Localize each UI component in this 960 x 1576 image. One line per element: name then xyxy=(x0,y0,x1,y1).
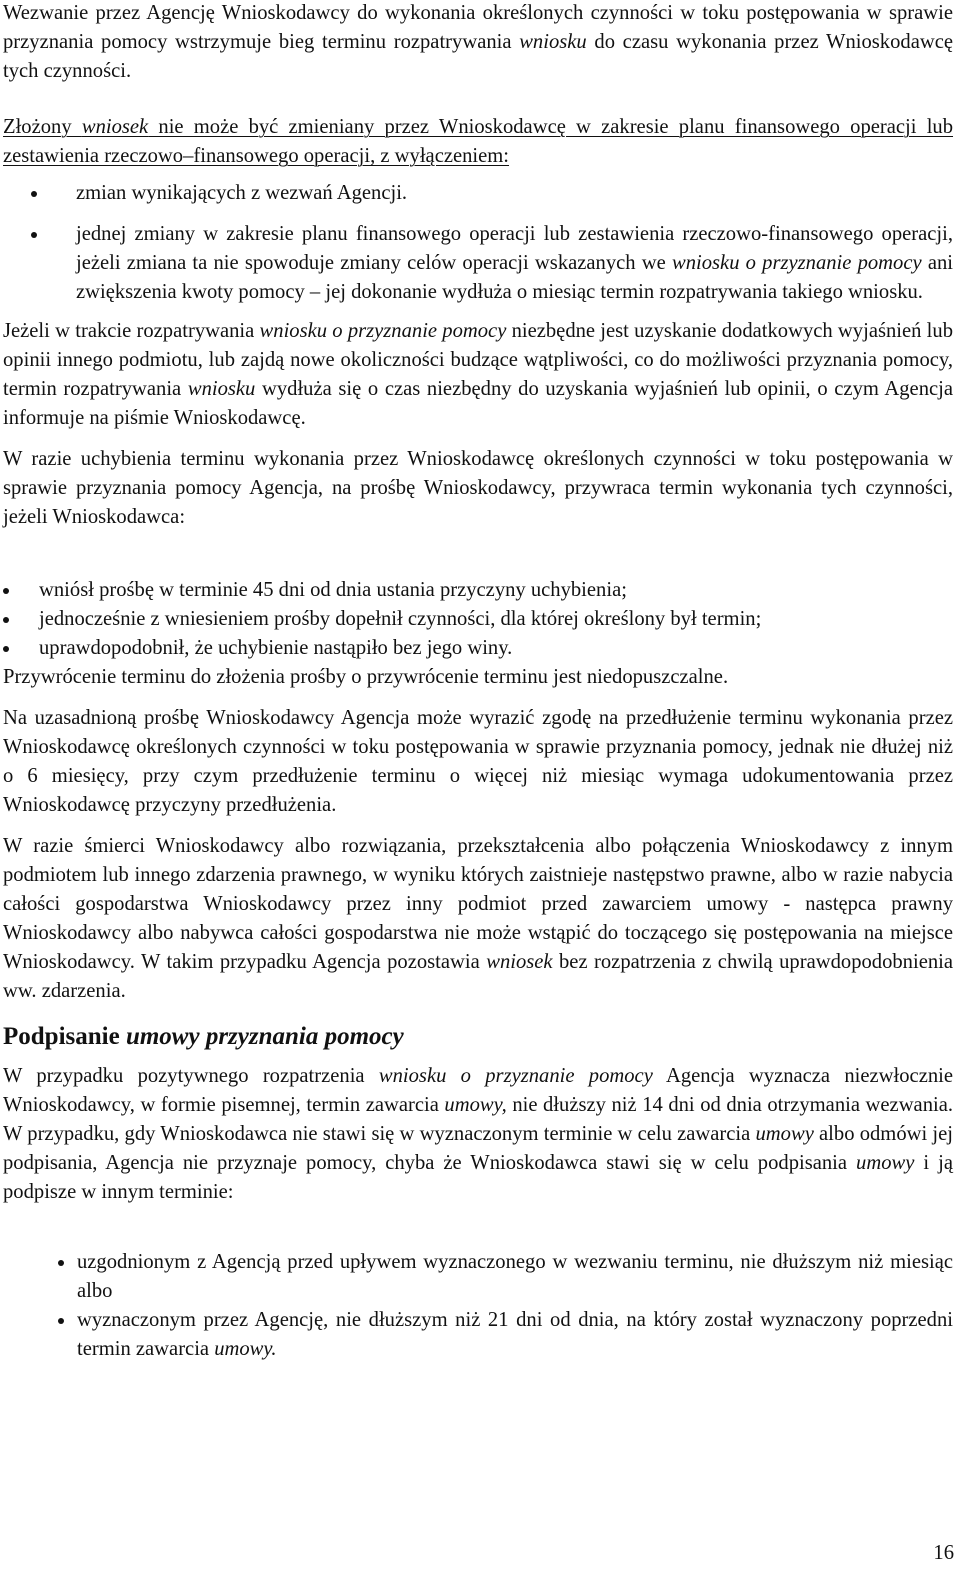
paragraph-summons xyxy=(3,0,953,86)
paragraph-deadline-extension: Na uzasadnioną prośbę Wnioskodawcy Agencja może wyrazić zgodę na przedłużenie terminu wykonania przez Wnioskodawcę określonych czynności w toku postępowania w sprawie przyznania pomocy, jednak nie dłużej niż o 6 miesięcy, przy czym przedłużenie terminu o więcej niż miesiąc wymaga udokumentowania przez Wnioskodawcę przyczyny przedłużenia. xyxy=(3,707,953,816)
paragraph-extension-opinions xyxy=(3,317,953,433)
list-item-text: uprawdopodobnił, że uchybienie nastąpiło bez jego winy. xyxy=(39,637,513,659)
paragraph-succession xyxy=(3,832,953,1006)
list-item-text: ani zwiększenia kwoty pomocy – jej dokonanie wydłuża o miesiąc termin rozpatrywania takiego wniosku. xyxy=(76,252,953,303)
paragraph-summons-end: do czasu wykonania przez Wnioskodawcę tych czynności. xyxy=(3,31,953,82)
paragraph-summons-text: Wezwanie przez Agencję Wnioskodawcy do wykonania określonych czynności w toku postępowania w sprawie przyznania pomocy wstrzymuje bieg terminu rozpatrywania xyxy=(3,2,953,53)
bullet-icon xyxy=(3,588,9,594)
list-item-text: zmian wynikających z wezwań Agencji. xyxy=(76,182,408,204)
exceptions-list xyxy=(3,179,953,307)
paragraph-contract-signing xyxy=(3,1062,953,1207)
list-item xyxy=(3,220,953,307)
paragraph-text: niezbędne jest uzyskanie dodatkowych wyjaśnień lub opinii innego podmiotu, lub zajdą nowe okoliczności budzące wątpliwości, co do możliwości przyznania pomocy, termin rozpatrywania xyxy=(3,320,953,400)
list-item xyxy=(3,179,953,208)
list-item-text: uzgodnionym z Agencją przed upływem wyznaczonego w wezwaniu terminu, nie dłuższym niż miesiąc albo xyxy=(77,1251,953,1302)
emphasis-text: wniosku o przyznanie pomocy xyxy=(378,1065,653,1087)
paragraph-text: nie może być zmieniany przez Wnioskodawcę w zakresie planu finansowego operacji lub zestawienia rzeczowo–finansowego operacji, z wyłączeniem: xyxy=(3,116,954,167)
list-item-text: wyznaczonym przez Agencję, nie dłuższym niż 21 dni od dnia, na który został wyznaczony poprzedni termin zawarcia xyxy=(77,1309,953,1360)
list-item-text: jednocześnie z wniesieniem prośby dopełnił czynności, dla której określony był termin; xyxy=(39,608,762,630)
bullet-icon xyxy=(3,646,9,652)
paragraph-text: albo odmówi jej podpisania, Agencja nie przyznaje pomocy, chyba że Wnioskodawca stawi się w celu podpisania xyxy=(3,1123,953,1174)
paragraph-application-changes xyxy=(3,113,953,171)
emphasis-text: wniosek xyxy=(486,951,553,973)
document-page xyxy=(3,0,953,1364)
list-item xyxy=(3,1248,953,1306)
paragraph-text: W przypadku pozytywnego rozpatrzenia xyxy=(3,1065,379,1087)
paragraph-inadmissible: Przywrócenie terminu do złożenia prośby o przywrócenie terminu jest niedopuszczalne. xyxy=(3,666,729,688)
list-item xyxy=(3,605,953,634)
emphasis-text: umowy xyxy=(755,1123,814,1145)
emphasis-text: umowy, xyxy=(444,1094,507,1116)
list-item-text: jednej zmiany w zakresie planu finansowego operacji lub zestawienia rzeczowo-finansowego operacji, jeżeli zmiana ta nie spowoduje zmiany celów operacji wskazanych we xyxy=(76,223,953,274)
paragraph-text: i ją podpisze w innym terminie: xyxy=(3,1152,953,1203)
paragraph-text: bez rozpatrzenia z chwilą uprawdopodobnienia ww. zdarzenia. xyxy=(3,951,953,1002)
bullet-icon xyxy=(58,1260,64,1266)
list-item xyxy=(3,634,953,663)
paragraph-text: Agencja wyznacza niezwłocznie Wnioskodawcy, w formie pisemnej, termin zawarcia xyxy=(3,1065,953,1116)
bullet-icon xyxy=(31,232,37,238)
paragraph-restoration: W razie uchybienia terminu wykonania przez Wnioskodawcę określonych czynności w toku postępowania w sprawie przyznania pomocy Agencja, na prośbę Wnioskodawcy, przywraca termin wykonania tych czynności, jeżeli Wnioskodawca: xyxy=(3,448,953,528)
emphasis-wniosek: wniosek xyxy=(81,116,149,138)
heading-emphasis: umowy przyznania pomocy xyxy=(125,1023,404,1050)
restoration-conditions-list xyxy=(3,576,953,663)
list-item xyxy=(3,1306,953,1364)
emphasis-text: umowy. xyxy=(214,1338,277,1360)
heading-text: Podpisanie xyxy=(3,1023,126,1050)
paragraph-text: W razie śmierci Wnioskodawcy albo rozwiązania, przekształcenia albo połączenia Wnioskodawcy z innym podmiotem lub innego zdarzenia prawnego, w wyniku których zaistnieje następstwo prawne, albo w razie nabycia całości gospodarstwa Wnioskodawcy przez inny podmiot przed zawarciem umowy - następca prawny Wnioskodawcy albo nabywca całości gospodarstwa nie może wstąpić do toczącego się postępowania na miejsce Wnioskodawcy. W takim przypadku Agencja pozostawia xyxy=(3,835,953,973)
paragraph-text: Złożony xyxy=(3,116,82,138)
paragraph-text: nie dłuższy niż 14 dni od dnia otrzymania wezwania. W przypadku, gdy Wnioskodawca nie stawi się w wyznaczonym terminie w celu zawarcia xyxy=(3,1094,954,1145)
bullet-icon xyxy=(31,191,37,197)
emphasis-text: wniosku o przyznanie pomocy xyxy=(671,252,922,274)
emphasis-text: wniosku o przyznanie pomocy xyxy=(259,320,507,342)
underlined-text xyxy=(3,116,953,167)
list-item-text: wniósł prośbę w terminie 45 dni od dnia ustania przyczyny uchybienia; xyxy=(39,579,627,601)
emphasis-text: wniosku xyxy=(187,378,256,400)
section-heading xyxy=(3,1020,953,1054)
paragraph-text: wydłuża się o czas niezbędny do uzyskania wyjaśnień lub opinii, o czym Agencja informuje na piśmie Wnioskodawcę. xyxy=(3,378,953,429)
bullet-icon xyxy=(58,1318,64,1324)
page-number: 16 xyxy=(933,1542,954,1564)
signing-terms-list xyxy=(3,1248,953,1364)
emphasis-wniosku: wniosku xyxy=(519,31,587,53)
emphasis-text: umowy xyxy=(856,1152,915,1174)
list-item xyxy=(3,576,953,605)
bullet-icon xyxy=(3,617,9,623)
paragraph-text: Jeżeli w trakcie rozpatrywania xyxy=(3,320,260,342)
